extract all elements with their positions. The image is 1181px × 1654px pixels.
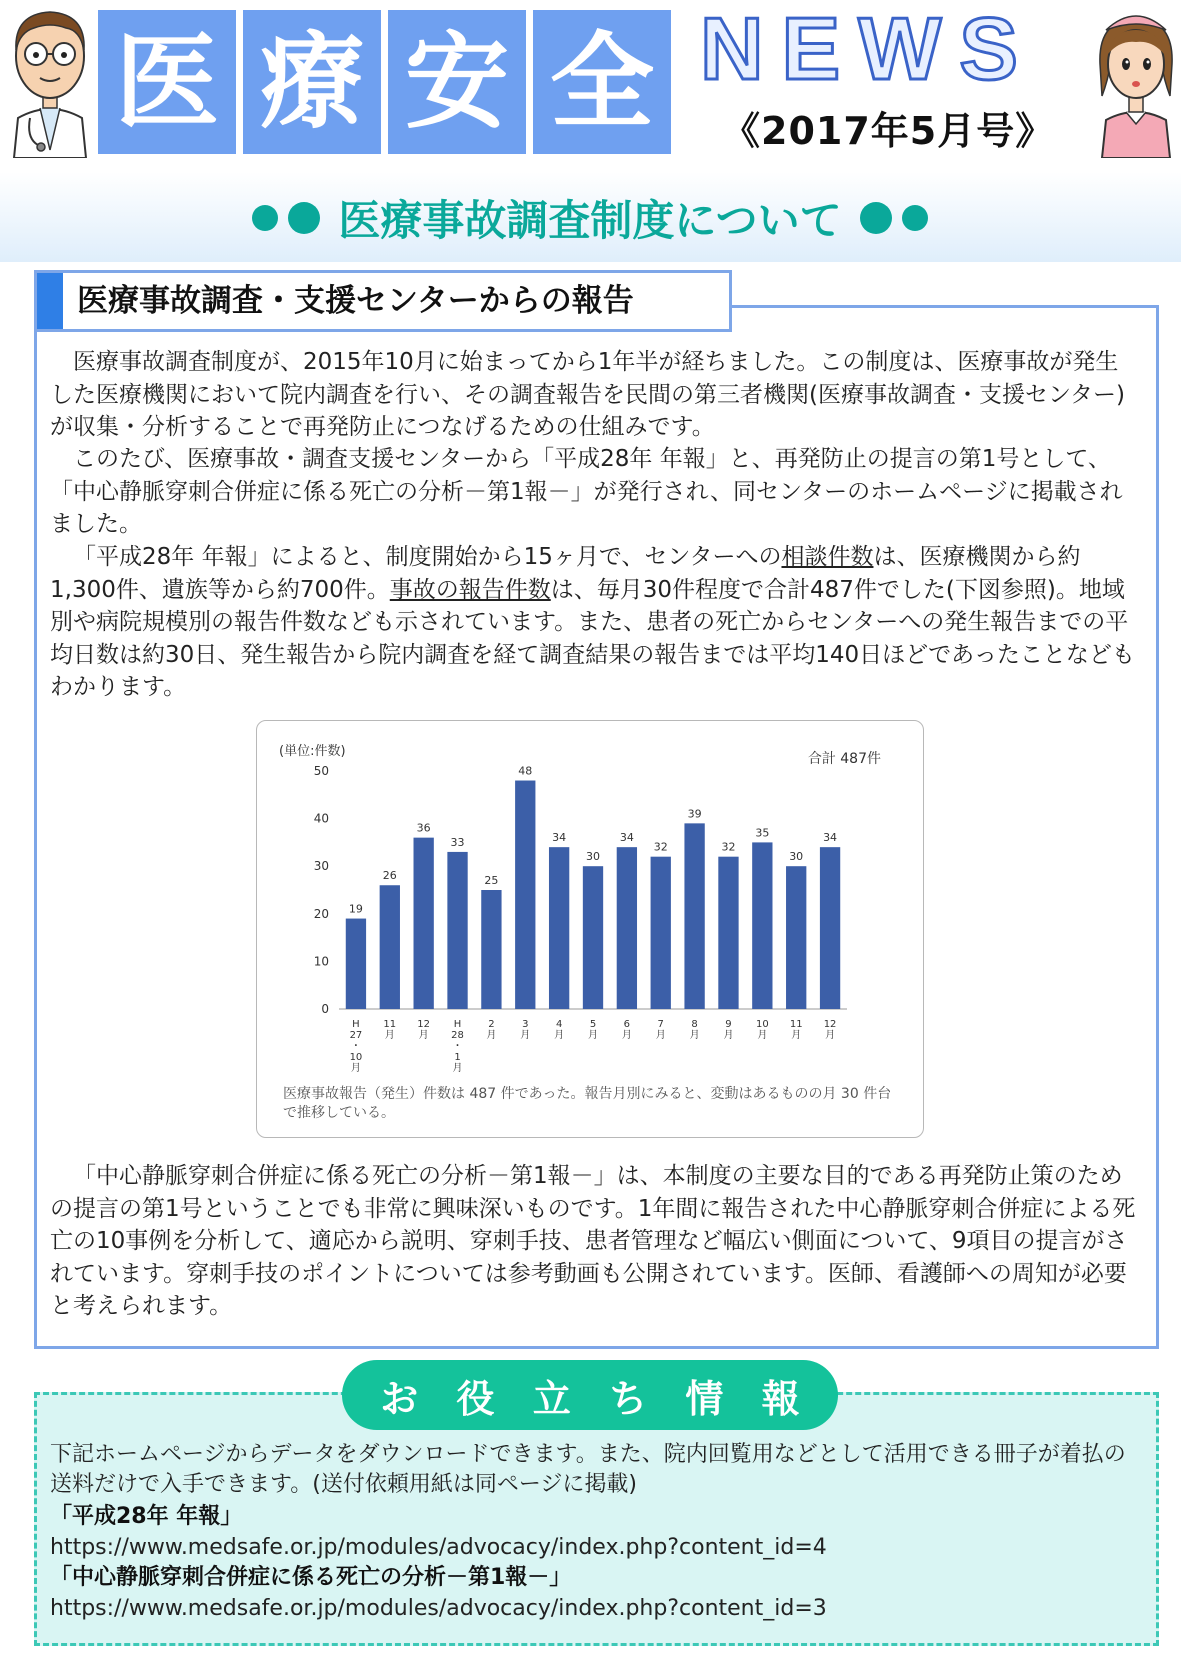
y-tick-label: 40	[313, 811, 329, 826]
info-pill-char: 立	[532, 1376, 571, 1421]
x-tick-label: 1	[454, 1052, 461, 1063]
link2-url[interactable]: https://www.medsafe.or.jp/modules/advocacy/index.php?content_id=3	[50, 1596, 827, 1621]
x-tick-label: 月	[384, 1030, 395, 1041]
theme-title: 医療事故調査制度について	[338, 196, 842, 245]
doctor-illustration-icon	[0, 0, 100, 158]
chart-unit-label: (単位:件数)	[279, 744, 346, 759]
x-tick-label: ・	[452, 1041, 463, 1052]
x-tick-label: 28	[451, 1030, 464, 1041]
bar-value-label: 30	[789, 850, 804, 864]
bar-value-label: 34	[823, 831, 838, 845]
x-tick-label: 11	[789, 1019, 803, 1030]
x-tick-label: 月	[621, 1030, 632, 1041]
article-paragraph-1: 医療事故調査制度が、2015年10月に始まってから1年半が経ちました。この制度は、医療事故が発生した医療機関において院内調査を行い、その調査報告を民間の第三者機関(医療事故調査・支援センター)が収集・分析することで再発防止につなげるための仕組みです。	[50, 349, 1126, 440]
bar	[583, 866, 603, 1009]
issue-label: 《2017年5月号》	[722, 109, 1055, 153]
bar	[651, 857, 671, 1009]
bar-value-label: 33	[450, 835, 465, 849]
theme-dot-icon	[252, 205, 278, 231]
x-tick-label: 12	[417, 1019, 431, 1030]
bar-value-label: 48	[518, 764, 533, 778]
x-tick-label: 月	[452, 1063, 463, 1074]
y-tick-label: 10	[313, 954, 329, 969]
article-paragraph-2: このたび、医療事故・調査支援センターから「平成28年 年報」と、再発防止の提言の第1号として、「中心静脈穿刺合併症に係る死亡の分析－第1報－」が発行され、同センターのホームページに掲載されました。	[50, 446, 1123, 537]
bar-chart	[257, 721, 925, 1139]
bar	[414, 838, 434, 1009]
bar	[549, 847, 569, 1009]
p3-underlined-consultations: 相談件数	[781, 544, 874, 570]
bar	[684, 823, 704, 1009]
x-tick-label: 月	[486, 1030, 497, 1041]
bar	[380, 885, 400, 1009]
x-tick-label: H	[352, 1019, 360, 1030]
nurse-illustration-icon	[1090, 0, 1181, 158]
section-heading-accent	[37, 273, 63, 329]
title-tile-ryo: 療	[243, 10, 381, 154]
bar	[617, 847, 637, 1009]
link2-title: 「中心静脈穿刺合併症に係る死亡の分析－第1報－」	[50, 1565, 572, 1590]
bar	[346, 919, 366, 1009]
title-tile-an: 安	[388, 10, 526, 154]
x-tick-label: 月	[588, 1030, 598, 1041]
x-tick-label: 12	[823, 1019, 837, 1030]
x-tick-label: 10	[349, 1052, 363, 1063]
info-description: 下記ホームページからデータをダウンロードできます。また、院内回覧用などとして活用できる冊子が着払の送料だけで入手できます。(送付依頼用紙は同ページに掲載)	[50, 1442, 1126, 1497]
x-tick-label: 月	[655, 1030, 666, 1041]
p3-text-a: 「平成28年 年報」によると、制度開始から15ヶ月で、センターへの	[73, 544, 782, 570]
bar	[752, 842, 772, 1009]
bar-value-label: 35	[755, 826, 770, 840]
bar	[481, 890, 501, 1009]
chart-marks	[314, 764, 847, 1074]
x-tick-label: H	[453, 1019, 462, 1030]
y-tick-label: 0	[321, 1002, 329, 1016]
y-tick-label: 50	[313, 764, 329, 778]
theme-banner	[220, 186, 960, 250]
y-tick-label: 30	[313, 859, 329, 874]
x-tick-label: ・	[350, 1041, 361, 1052]
x-tick-label: 月	[689, 1030, 700, 1041]
title-tile-zen: 全	[533, 10, 671, 154]
info-pill-char: 報	[761, 1376, 800, 1421]
bar	[786, 866, 806, 1009]
bar-value-label: 25	[484, 874, 499, 887]
bar-value-label: 34	[552, 831, 567, 845]
p3-underlined-reports: 事故の報告件数	[389, 576, 551, 603]
bar-value-label: 19	[348, 902, 363, 916]
x-tick-label: 月	[350, 1063, 361, 1074]
bar-value-label: 32	[721, 840, 736, 854]
bar-value-label: 30	[586, 850, 600, 864]
article-paragraph-3	[50, 541, 1140, 704]
info-pill-char: 役	[456, 1376, 495, 1421]
info-pill-char: 情	[685, 1376, 724, 1421]
news-title: NEWS	[700, 0, 1036, 98]
x-tick-label: 3	[522, 1019, 529, 1030]
bar-value-label: 34	[619, 831, 634, 845]
x-tick-label: 6	[623, 1019, 631, 1030]
x-tick-label: 11	[383, 1019, 397, 1030]
bar-value-label: 32	[653, 840, 668, 854]
x-tick-label: 月	[757, 1030, 768, 1041]
info-pill	[342, 1360, 838, 1430]
y-tick-label: 20	[313, 906, 329, 921]
theme-dot-icon	[860, 202, 892, 234]
x-tick-label: 月	[791, 1030, 802, 1041]
bar	[820, 847, 840, 1009]
title-tile-i: 医	[98, 10, 236, 154]
info-pill-char: ち	[609, 1376, 648, 1421]
info-pill-char: お	[380, 1376, 419, 1421]
article-paragraph-4: 「中心静脈穿刺合併症に係る死亡の分析－第1報－」は、本制度の主要な目的である再発防止策のための提言の第1号ということでも非常に興味深いものです。1年間に報告された中心静脈穿刺合併症による死亡の10事例を分析して、適応から説明、穿刺手技、患者管理など幅広い側面について、9項目の提言がされています。穿刺手技のポイントについては参考動画も公開されています。医師、看護師への周知が必要と考えられます。	[50, 1163, 1136, 1319]
x-tick-label: 9	[725, 1019, 732, 1030]
x-tick-label: 月	[418, 1030, 429, 1041]
x-tick-label: 月	[825, 1030, 836, 1041]
bar-value-label: 36	[416, 821, 431, 835]
p3-text-b: は、医療機関から約1,300件、遺族等から約700件。	[50, 544, 1081, 603]
x-tick-label: 8	[691, 1019, 698, 1030]
x-tick-label: 月	[723, 1030, 734, 1041]
p3-text-c: は、毎月30件程度で合計487件でした(下図参照)。地域別や病院規模別の報告件数なども示されています。また、患者の死亡からセンターへの発生報告までの平均日数は約30日、発生報告から院内調査を経て調査結果の報告までは平均140日ほどであったことなどもわかります。	[50, 576, 1135, 700]
x-tick-label: 月	[520, 1030, 531, 1041]
bar-value-label: 39	[687, 807, 702, 821]
x-tick-label: 2	[488, 1019, 495, 1030]
chart-card	[256, 720, 924, 1138]
bar	[447, 852, 467, 1009]
chart-total-label: 合計 487件	[807, 751, 881, 767]
bar	[718, 857, 738, 1009]
x-tick-label: 月	[554, 1030, 565, 1041]
x-tick-label: 5	[589, 1019, 597, 1030]
chart-caption: 医療事故報告（発生）件数は 487 件であった。報告月別にみると、変動はあるものの月 30 件台で推移している。	[283, 1086, 892, 1121]
bar	[515, 781, 535, 1009]
x-tick-label: 4	[555, 1019, 563, 1030]
x-tick-label: 10	[755, 1019, 769, 1030]
section-heading-text: 医療事故調査・支援センターからの報告	[77, 283, 634, 319]
theme-dot-icon	[902, 205, 928, 231]
theme-dot-icon	[288, 202, 320, 234]
link1-url[interactable]: https://www.medsafe.or.jp/modules/advocacy/index.php?content_id=4	[50, 1535, 827, 1560]
bar-value-label: 26	[382, 869, 397, 883]
link1-title: 「平成28年 年報」	[50, 1504, 243, 1529]
x-tick-label: 7	[657, 1019, 664, 1030]
x-tick-label: 27	[349, 1030, 363, 1041]
section-heading	[34, 270, 732, 332]
